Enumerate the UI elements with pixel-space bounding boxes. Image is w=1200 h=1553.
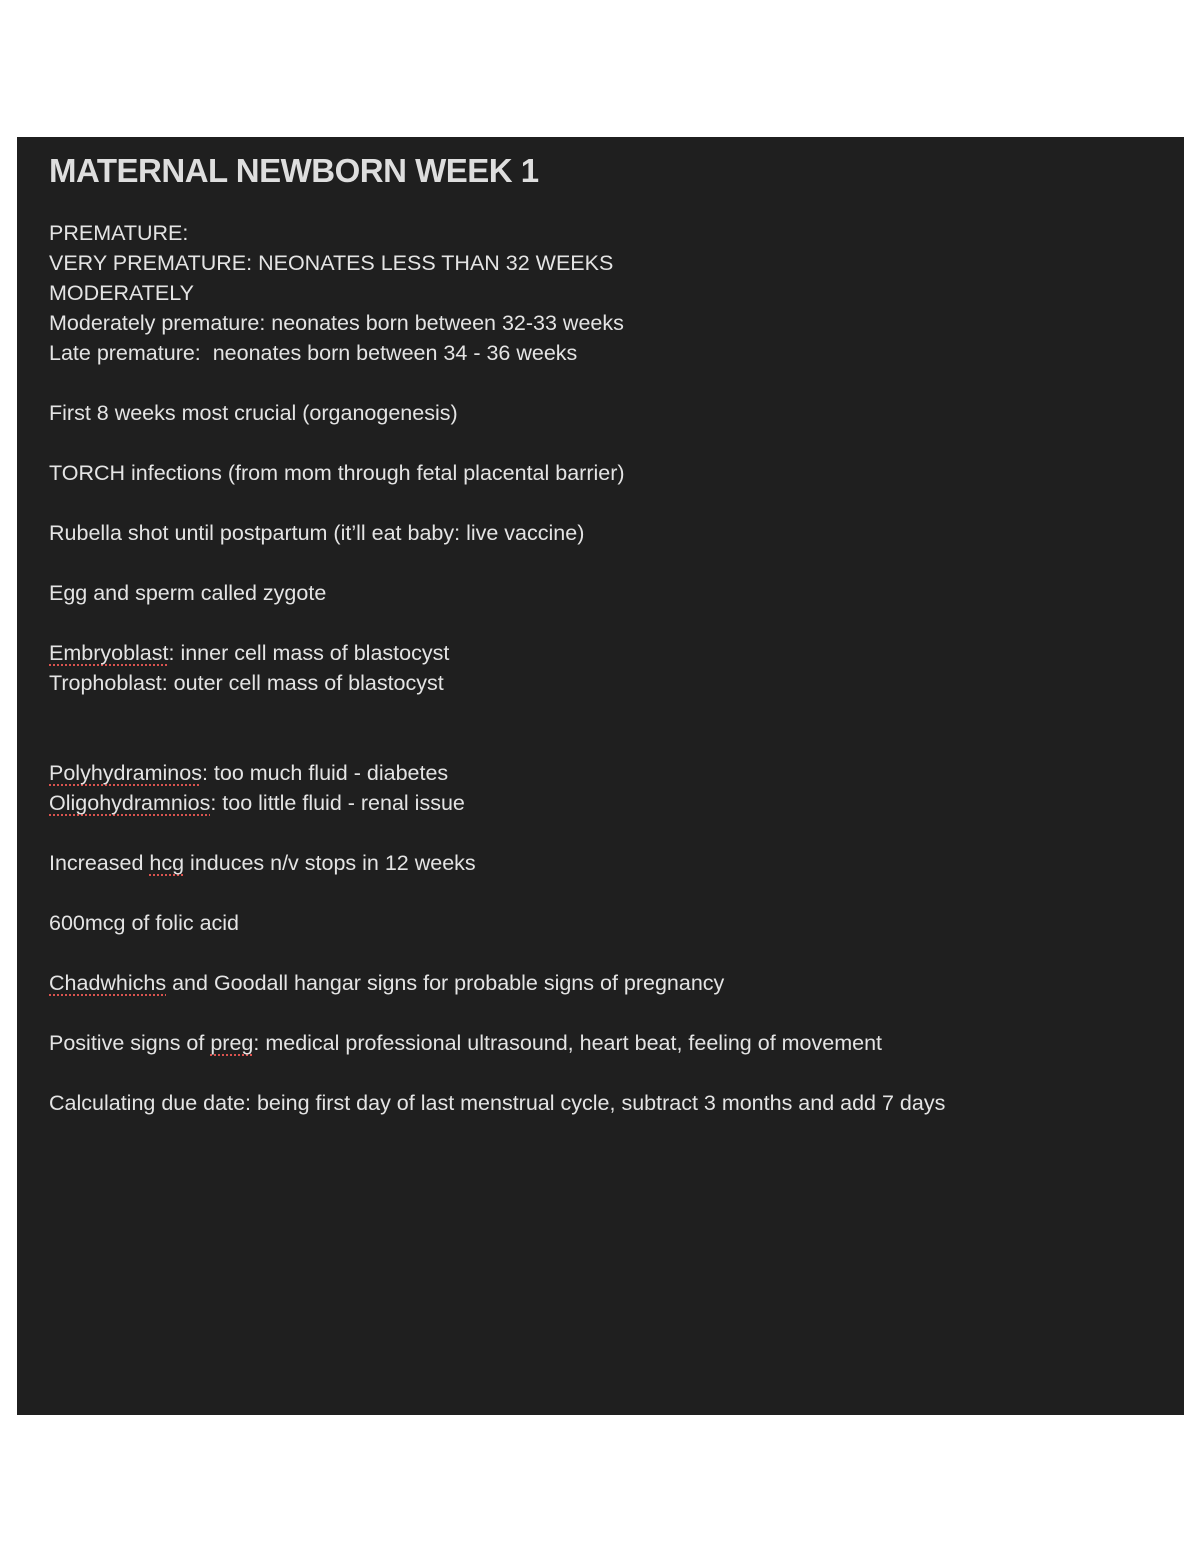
- line-text: Increased: [49, 851, 150, 875]
- misspelled-word[interactable]: Embryoblast: [49, 641, 169, 665]
- spacer: [49, 998, 1184, 1028]
- line-text: Positive signs of: [49, 1031, 211, 1055]
- positive-signs-line: [49, 1028, 1184, 1058]
- moderately-premature-line: Moderately premature: neonates born between 32-33 weeks: [49, 311, 624, 335]
- misspelled-word[interactable]: Polyhydraminos: [49, 761, 202, 785]
- first-8-weeks-line: First 8 weeks most crucial (organogenesis): [49, 401, 458, 425]
- spacer: [49, 698, 1184, 758]
- line-text: : too much fluid - diabetes: [201, 761, 449, 785]
- trophoblast-line: Trophoblast: outer cell mass of blastocyst: [49, 671, 444, 695]
- note-title: MATERNAL NEWBORN WEEK 1: [49, 152, 539, 189]
- spacer: [49, 818, 1184, 848]
- premature-heading: PREMATURE:: [49, 221, 189, 245]
- spacer: [49, 608, 1184, 638]
- line-text: : too little fluid - renal issue: [210, 791, 465, 815]
- spacer: [49, 878, 1184, 908]
- spacer: [49, 548, 1184, 578]
- folic-acid-line: 600mcg of folic acid: [49, 911, 240, 935]
- spacer: [49, 1058, 1184, 1088]
- spacer: [49, 938, 1184, 968]
- misspelled-word[interactable]: preg: [210, 1031, 254, 1055]
- very-premature-line: VERY PREMATURE: NEONATES LESS THAN 32 WEEKS: [49, 251, 614, 275]
- misspelled-word[interactable]: hcg: [149, 851, 185, 875]
- polyhydraminos-line: [49, 758, 1184, 788]
- spacer: [49, 368, 1184, 398]
- line-text: induces n/v stops in 12 weeks: [184, 851, 476, 875]
- spacer: [49, 488, 1184, 518]
- moderately-heading: MODERATELY: [49, 281, 194, 305]
- line-text: : medical professional ultrasound, heart beat, feeling of movement: [253, 1031, 883, 1055]
- due-date-line: Calculating due date: being first day of last menstrual cycle, subtract 3 months and add 7 days: [49, 1091, 946, 1115]
- spacer: [49, 428, 1184, 458]
- chadwhichs-line: [49, 968, 1184, 998]
- rubella-line: Rubella shot until postpartum (it’ll eat baby: live vaccine): [49, 521, 585, 545]
- misspelled-word[interactable]: Oligohydramnios: [49, 791, 211, 815]
- line-text: : inner cell mass of blastocyst: [168, 641, 450, 665]
- line-text: and Goodall hangar signs for probable signs of pregnancy: [166, 971, 725, 995]
- embryoblast-line: [49, 638, 1184, 668]
- hcg-line: [49, 848, 1184, 878]
- late-premature-line: Late premature: neonates born between 34 - 36 weeks: [49, 341, 578, 365]
- note-panel: [17, 137, 1184, 1415]
- oligohydramnios-line: [49, 788, 1184, 818]
- misspelled-word[interactable]: Chadwhichs: [49, 971, 167, 995]
- zygote-line: Egg and sperm called zygote: [49, 581, 327, 605]
- torch-line: TORCH infections (from mom through fetal placental barrier): [49, 461, 625, 485]
